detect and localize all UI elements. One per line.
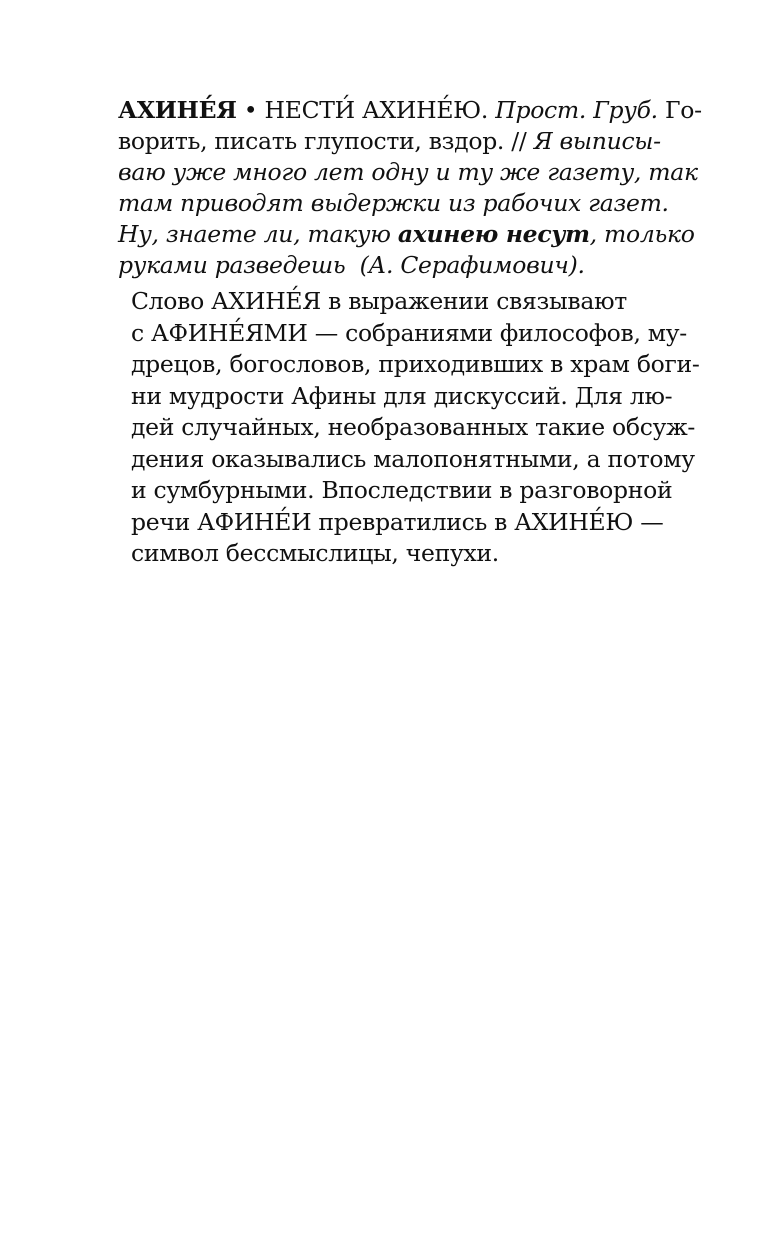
example-separator: //: [511, 127, 527, 155]
entry-line-6: [118, 249, 585, 281]
entry-line-5: [118, 218, 695, 250]
quote-line-3: там приводят выдержки из рабочих газет.: [118, 189, 669, 217]
quote-highlight: ахинею несут: [397, 220, 590, 248]
headword: АХИНЕ́Я: [118, 96, 237, 124]
commentary-line: символ бессмыслицы, чепухи.: [131, 539, 499, 567]
quote-line-4-start: Ну, знаете ли, такую: [118, 220, 391, 248]
quote-line-5: руками разведешь (А. Серафимович).: [118, 251, 585, 279]
entry-line-2: [118, 125, 661, 157]
quote-line-1: Я выписы-: [533, 127, 661, 155]
quote-line-4-end: , только: [589, 220, 695, 248]
entry-line-1: [118, 94, 702, 126]
quote-line-2: ваю уже много лет одну и ту же газету, так: [118, 158, 698, 186]
commentary-line: с АФИНЕ́ЯМИ — собраниями философов, му-: [131, 319, 687, 347]
commentary-line: дения оказывались малопонятными, а потому: [131, 445, 695, 473]
commentary-line: Слово АХИНЕ́Я в выражении связывают: [131, 287, 627, 315]
commentary-line: речи АФИНЕ́И превратились в АХИНЕ́Ю —: [131, 508, 664, 536]
commentary-line: и сумбурными. Впоследствии в разговорной: [131, 476, 673, 504]
entry-line-4: [118, 187, 669, 219]
commentary-line: дрецов, богословов, приходивших в храм боги-: [131, 350, 700, 378]
commentary-line: ни мудрости Афины для дискуссий. Для лю-: [131, 382, 673, 410]
definition-start: Го-: [664, 96, 702, 124]
usage-labels: Прост. Груб.: [495, 96, 658, 124]
idiom-phrase: НЕСТИ́ АХИНЕ́Ю.: [264, 96, 489, 124]
bullet: •: [243, 96, 258, 124]
definition-end: ворить, писать глупости, вздор.: [118, 127, 505, 155]
commentary-line: дей случайных, необразованных такие обсуж-: [131, 413, 696, 441]
entry-line-3: [118, 156, 698, 188]
